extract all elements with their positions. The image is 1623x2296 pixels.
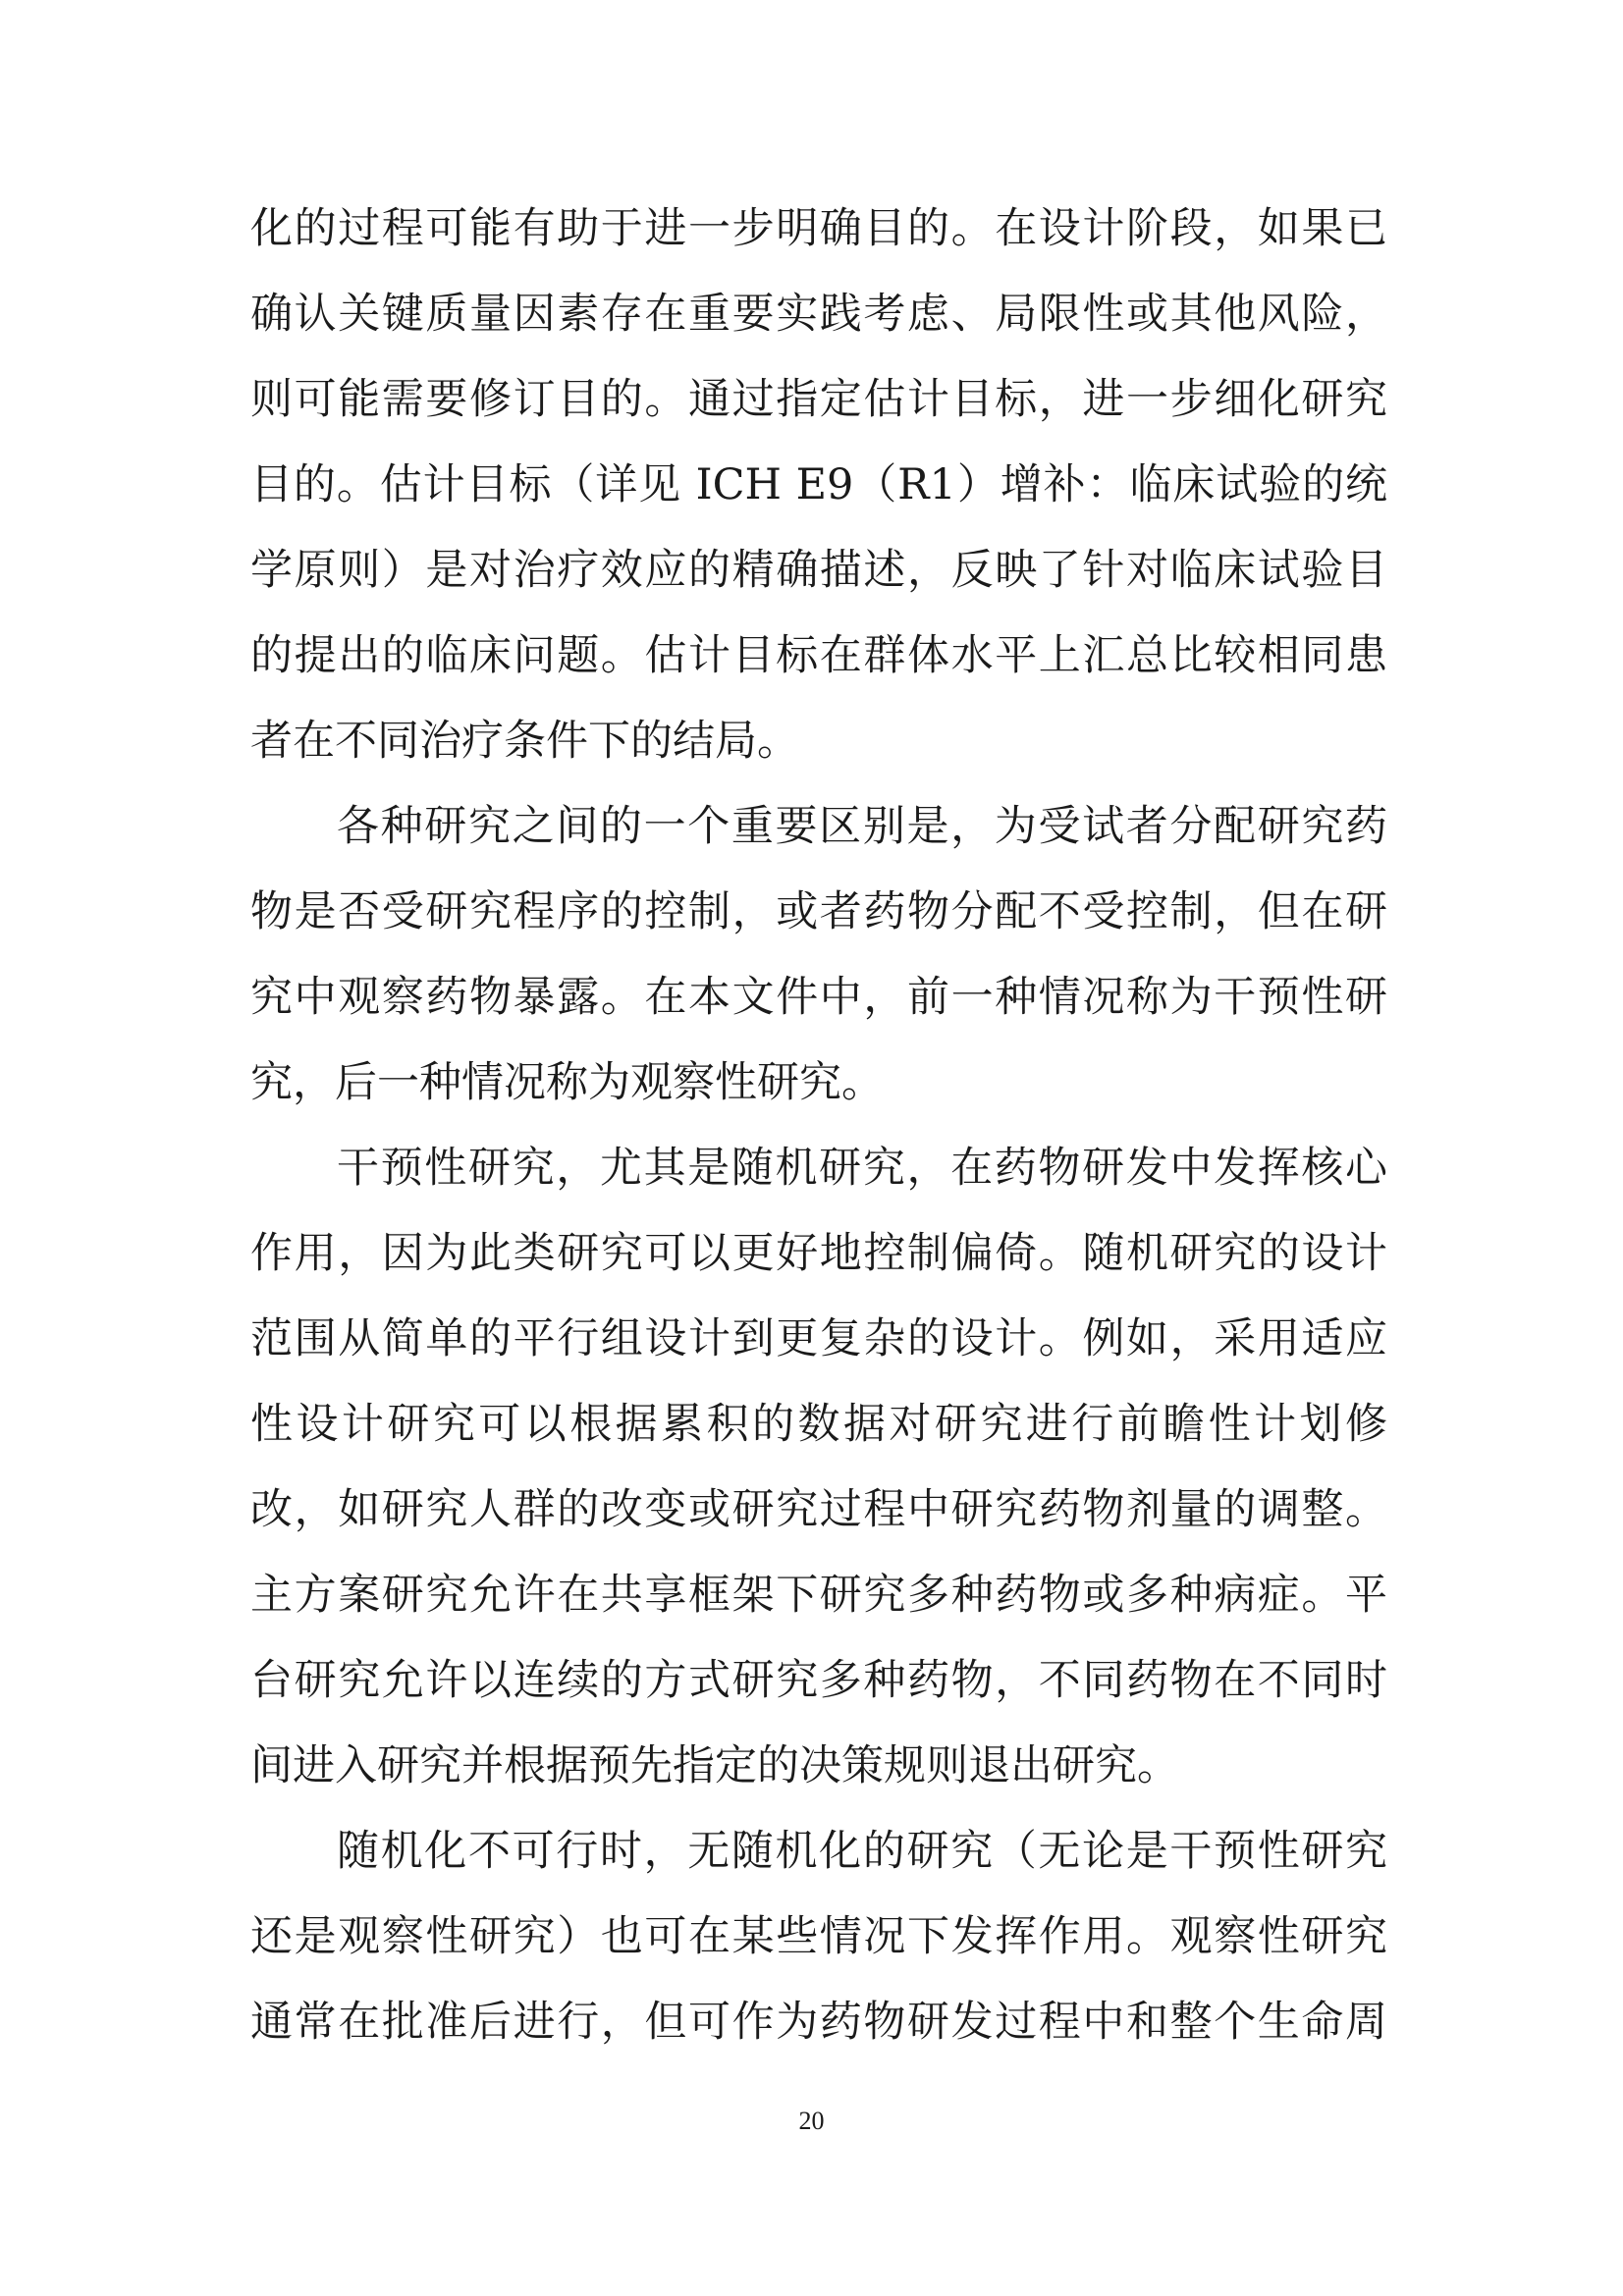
text-line: 者在不同治疗条件下的结局。	[250, 717, 799, 766]
text-line: 干预性研究，尤其是随机研究，在药物研发中发挥核心	[337, 1144, 1387, 1193]
text-line: 性设计研究可以根据累积的数据对研究进行前瞻性计划修	[250, 1400, 1387, 1449]
text-line: 台研究允许以连续的方式研究多种药物，不同药物在不同时	[250, 1656, 1387, 1705]
text-line: 间进入研究并根据预先指定的决策规则退出研究。	[250, 1741, 1179, 1790]
text-line: 主方案研究允许在共享框架下研究多种药物或多种病症。平	[250, 1571, 1387, 1620]
text-line: 各种研究之间的一个重要区别是，为受试者分配研究药	[337, 802, 1387, 851]
text-line: 化的过程可能有助于进一步明确目的。在设计阶段，如果已	[250, 204, 1387, 253]
text-line: 确认关键质量因素存在重要实践考虑、局限性或其他风险，	[250, 290, 1387, 339]
text-line: 目的。估计目标（详见 ICH E9（R1）增补：临床试验的统	[250, 460, 1387, 509]
paragraph-estimand	[250, 187, 1387, 784]
text-line: 随机化不可行时，无随机化的研究（无论是干预性研究	[337, 1827, 1387, 1876]
text-line: 通常在批准后进行，但可作为药物研发过程中和整个生命周	[250, 1998, 1387, 2047]
text-line: 范围从简单的平行组设计到更复杂的设计。例如，采用适应	[250, 1314, 1387, 1363]
paragraph-study-types	[250, 784, 1387, 1126]
text-line: 则可能需要修订目的。通过指定估计目标，进一步细化研究	[250, 375, 1387, 424]
page-body	[250, 187, 1387, 2065]
page-number: 20	[798, 2107, 825, 2135]
text-line: 的提出的临床问题。估计目标在群体水平上汇总比较相同患	[250, 631, 1387, 680]
text-line: 改，如研究人群的改变或研究过程中研究药物剂量的调整。	[250, 1485, 1387, 1534]
text-line: 学原则）是对治疗效应的精确描述，反映了针对临床试验目	[250, 546, 1387, 595]
text-line: 作用，因为此类研究可以更好地控制偏倚。随机研究的设计	[250, 1229, 1387, 1278]
paragraph-non-randomized-studies	[250, 1809, 1387, 2065]
text-line: 究中观察药物暴露。在本文件中，前一种情况称为干预性研	[250, 973, 1387, 1022]
paragraph-interventional-studies	[250, 1126, 1387, 1809]
text-line: 物是否受研究程序的控制，或者药物分配不受控制，但在研	[250, 887, 1387, 936]
text-line: 还是观察性研究）也可在某些情况下发挥作用。观察性研究	[250, 1912, 1387, 1961]
text-line: 究，后一种情况称为观察性研究。	[250, 1058, 884, 1107]
